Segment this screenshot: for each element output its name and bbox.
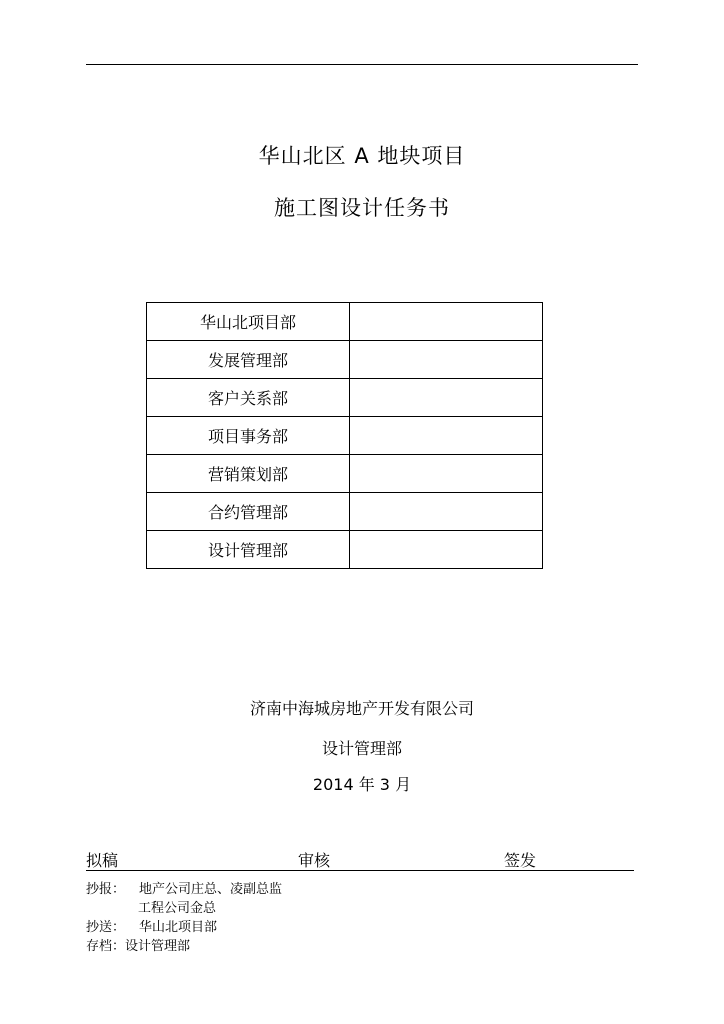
archive-value: 设计管理部 <box>125 939 191 954</box>
send-label: 抄送： <box>86 920 126 935</box>
table-row <box>147 455 543 493</box>
signature-cell <box>350 379 543 417</box>
table-row <box>147 303 543 341</box>
signature-cell <box>350 303 543 341</box>
table-row <box>147 417 543 455</box>
document-title: 华山北区 A 地块项目 <box>258 144 466 168</box>
send-line <box>86 916 217 935</box>
issue-label: 签发 <box>504 851 537 870</box>
routing-table <box>146 302 543 569</box>
department-cell: 营销策划部 <box>147 455 350 493</box>
top-divider <box>86 64 638 65</box>
table-row <box>147 341 543 379</box>
signature-cell <box>350 531 543 569</box>
signoff-divider <box>86 870 634 871</box>
department-cell: 合约管理部 <box>147 493 350 531</box>
department-cell: 设计管理部 <box>147 531 350 569</box>
send-recipient: 华山北项目部 <box>139 920 218 935</box>
report-line <box>86 878 282 897</box>
report-label: 抄报： <box>86 882 126 897</box>
table-row <box>147 493 543 531</box>
draft-label: 拟稿 <box>86 851 119 870</box>
department-cell: 项目事务部 <box>147 417 350 455</box>
report-recipients: 地产公司庄总、凌副总监 <box>139 882 283 897</box>
signature-cell <box>350 417 543 455</box>
document-subtitle: 施工图设计任务书 <box>274 196 450 220</box>
review-label: 审核 <box>298 851 331 870</box>
table-row <box>147 379 543 417</box>
issuer-department: 设计管理部 <box>321 739 402 758</box>
department-cell: 华山北项目部 <box>147 303 350 341</box>
department-cell: 发展管理部 <box>147 341 350 379</box>
department-cell: 客户关系部 <box>147 379 350 417</box>
report-recipients-continued: 工程公司金总 <box>138 901 217 916</box>
signature-cell <box>350 455 543 493</box>
archive-line <box>86 935 190 954</box>
table-row <box>147 531 543 569</box>
issue-date: 2014 年 3 月 <box>312 775 412 794</box>
signature-cell <box>350 341 543 379</box>
archive-label: 存档： <box>86 939 126 954</box>
issuer-company: 济南中海城房地产开发有限公司 <box>249 699 474 718</box>
signature-cell <box>350 493 543 531</box>
